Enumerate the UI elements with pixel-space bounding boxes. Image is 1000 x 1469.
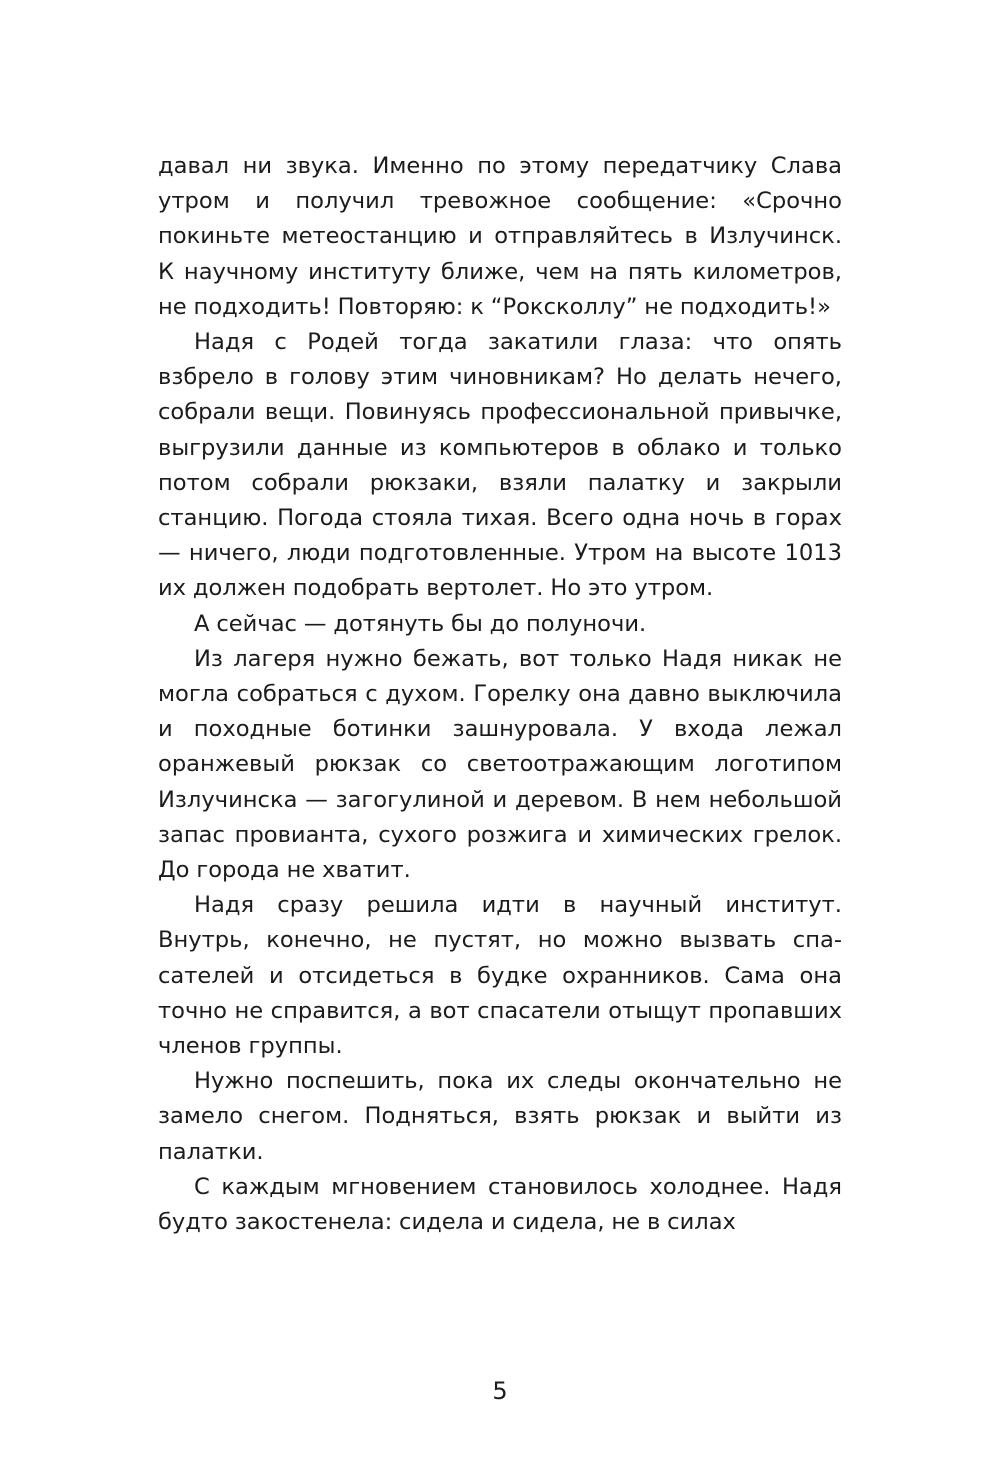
page-number: 5 [492, 1377, 508, 1405]
paragraph: Надя с Родей тогда закатили глаза: что опять взбрело в голову этим чиновникам? Но делать нечего, собрали вещи. Повинуясь профессиональной привычке, выгрузили данные из компьютеров в облако и только потом собрали рюкзаки, взяли палатку и закрыли станцию. Погода стояла тихая. Всего одна ночь в горах — ничего, люди подготовленные. Утром на высоте 1013 их должен подобрать вертолет. Но это утром. [158, 329, 842, 602]
paragraph: Нужно поспешить, пока их следы окончательно не замело снегом. Подняться, взять рюкзак и выйти из палатки. [158, 1068, 842, 1165]
paragraph: Из лагеря нужно бежать, вот только Надя никак не могла собраться с духом. Горелку она давно выключила и походные ботинки зашнуровала. У входа лежал оранжевый рюкзак со светоотражающим логотипом Излучинска — загогулиной и деревом. В нем небольшой запас провианта, сухого розжига и химических грелок. До города не хватит. [158, 645, 842, 884]
body-text [158, 149, 842, 1240]
paragraph: С каждым мгновением становилось холоднее. Надя будто закостенела: сидела и сидела, не в силах [158, 1173, 842, 1236]
paragraph: Надя сразу решила идти в научный институт. Внутрь, конечно, не пустят, но можно вызвать спасателей и отсидеться в будке охранников. Сама она точно не справится, а вот спасатели отыщут пропавших членов группы. [158, 892, 842, 1060]
paragraph: А сейчас — дотянуть бы до полуночи. [194, 610, 647, 637]
paragraph-continued: давал ни звука. Именно по этому передатчику Слава утром и получил тревожное сообщение: «Срочно покиньте метеостанцию и отправляйтесь в Излучинск. К научному институту ближе, чем на пять километров, не подходить! Повторяю: к “Роксколлу” не подходить!» [158, 153, 842, 320]
